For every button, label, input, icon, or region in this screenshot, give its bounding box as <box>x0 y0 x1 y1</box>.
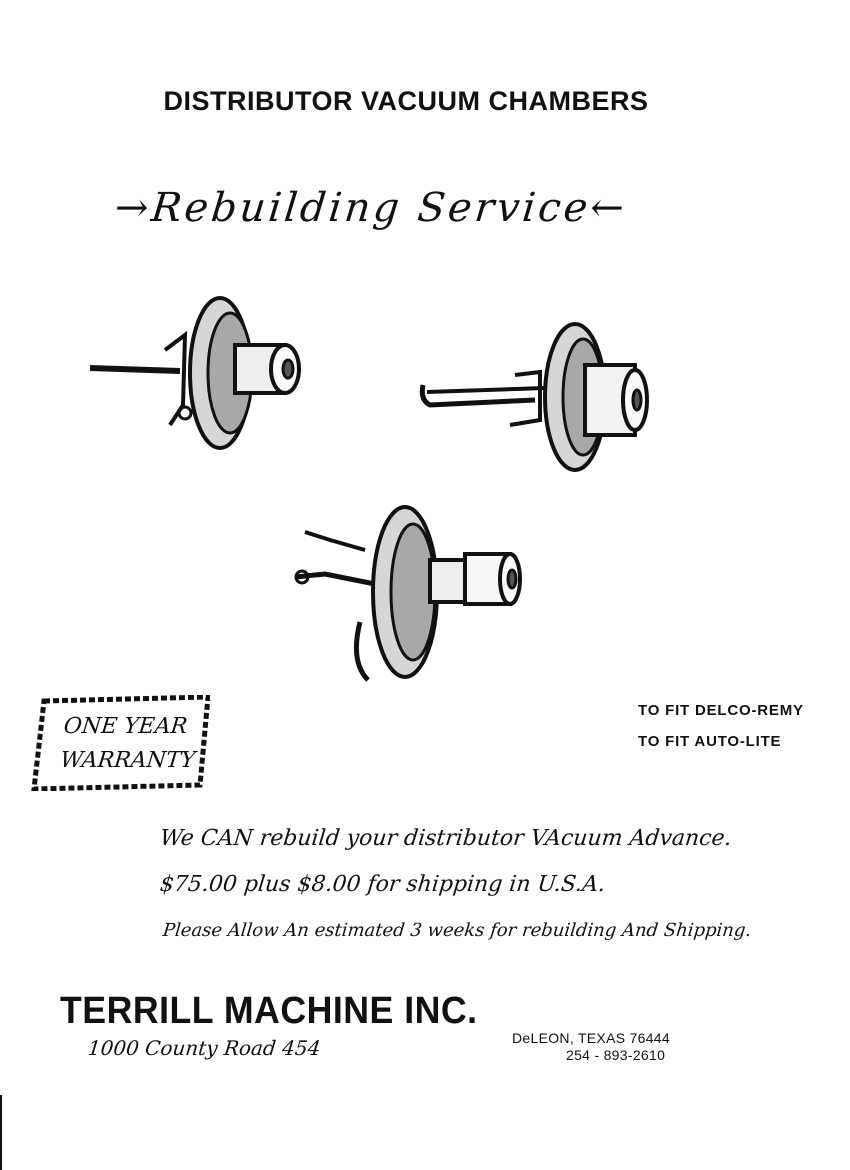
body-line-rebuild: We CAN rebuild your distributor VAcuum Advance. <box>158 826 733 851</box>
company-city: DeLEON, TEXAS 76444 <box>512 1030 670 1046</box>
company-name: TERRILL MACHINE INC. <box>60 990 478 1032</box>
body-line-allow: Please Allow An estimated 3 weeks for rebuilding And Shipping. <box>161 920 753 941</box>
warranty-line-2: WARRANTY <box>58 748 197 773</box>
fit-auto-lite: TO FIT AUTO-LITE <box>638 733 782 750</box>
company-phone: 254 - 893-2610 <box>566 1047 666 1063</box>
warranty-label <box>58 710 200 778</box>
fit-delco-remy: TO FIT DELCO-REMY <box>638 702 804 719</box>
body-line-price: $75.00 plus $8.00 for shipping in U.S.A. <box>158 872 607 897</box>
vacuum-chamber-center <box>290 502 530 687</box>
document-title: DISTRIBUTOR VACUUM CHAMBERS <box>163 86 649 116</box>
vacuum-chamber-right <box>415 320 655 475</box>
vacuum-chamber-left <box>85 295 315 455</box>
warranty-line-1: ONE YEAR <box>62 714 189 739</box>
subtitle-handwritten: →Rebuilding Service← <box>112 185 630 231</box>
company-address: 1000 County Road 454 <box>86 1036 322 1060</box>
scan-edge-line <box>0 1095 2 1170</box>
